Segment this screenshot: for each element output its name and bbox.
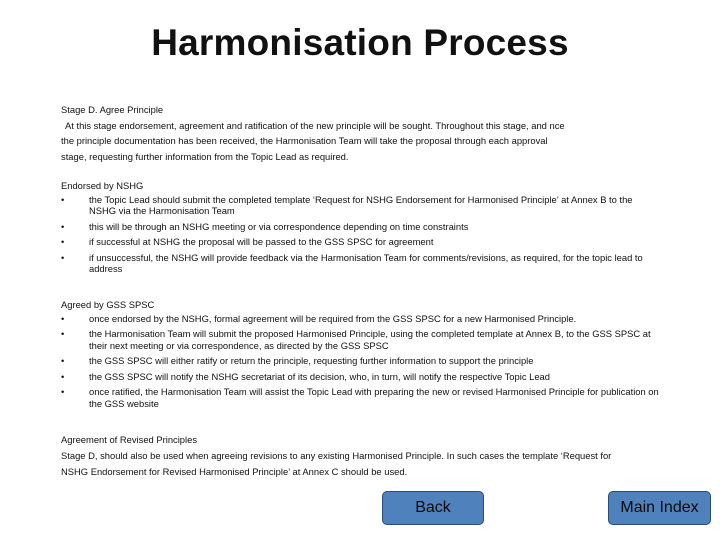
list-item [61, 386, 661, 409]
page-title: Harmonisation Process [151, 22, 569, 63]
revised-heading: Agreement of Revised Principles [61, 434, 198, 445]
bullet-icon: • [61, 355, 65, 366]
stage-text-line: At this stage endorsement, agreement and ratification of the new principle will be sought. Throughout this stage, and nce [65, 119, 565, 131]
bullet-icon: • [61, 328, 65, 339]
stage-text-line: stage, requesting further information from the Topic Lead as required. [61, 150, 349, 162]
bullet-text: this will be through an NSHG meeting or via correspondence depending on time constraints [89, 220, 469, 232]
revised-section [61, 432, 661, 480]
bullet-icon: • [61, 386, 65, 397]
list-item [61, 194, 661, 217]
nshg-bullet-list [61, 194, 661, 275]
bullet-text: once endorsed by the NSHG, formal agreement will be required from the GSS SPSC for a new Harmonised Principle. [89, 312, 577, 324]
stage-d-section [61, 102, 661, 164]
bullet-icon: • [61, 370, 65, 382]
spsc-heading: Agreed by GSS SPSC [61, 299, 155, 310]
bullet-icon: • [61, 251, 65, 263]
bullet-icon: • [61, 236, 65, 247]
main-index-button[interactable]: Main Index [608, 491, 711, 525]
bullet-icon: • [61, 193, 65, 205]
back-button[interactable]: Back [382, 491, 484, 525]
stage-text-line: the principle documentation has been received, the Harmonisation Team will take the proposal through each approval [61, 135, 548, 146]
spsc-section [61, 297, 661, 413]
bullet-text: once ratified, the Harmonisation Team will assist the Topic Lead with preparing the new or revised Harmonised Principle for publication on the GSS website [89, 386, 659, 409]
bullet-icon: • [61, 312, 65, 324]
bullet-text: the Harmonisation Team will submit the proposed Harmonised Principle, using the completed template at Annex B, to the GSS SPSC at their next meeting or via correspondence, as directed by the GSS SPSC [89, 328, 651, 351]
bullet-text: the GSS SPSC will either ratify or return the principle, requesting further information to support the principle [89, 355, 534, 366]
nshg-section [61, 178, 661, 279]
list-item [61, 236, 661, 248]
bullet-text: if successful at NSHG the proposal will be passed to the GSS SPSC for agreement [89, 236, 434, 247]
stage-heading: Stage D. Agree Principle [61, 104, 164, 115]
revised-text-line: Stage D, should also be used when agreeing revisions to any existing Harmonised Principle. In such cases the template ‘Request for [61, 450, 612, 461]
revised-text-line: NSHG Endorsement for Revised Harmonised Principle’ at Annex C should be used. [61, 466, 408, 477]
list-item [61, 221, 661, 233]
nshg-heading: Endorsed by NSHG [61, 180, 144, 191]
list-item [61, 313, 661, 325]
list-item [61, 355, 661, 367]
bullet-text: the GSS SPSC will notify the NSHG secretariat of its decision, who, in turn, will notify the respective Topic Lead [89, 370, 550, 382]
bullet-text: if unsuccessful, the NSHG will provide feedback via the Harmonisation Team for comments/revisions, as required, for the topic lead to address [89, 251, 643, 274]
spsc-bullet-list [61, 313, 661, 410]
bullet-text: the Topic Lead should submit the completed template ‘Request for NSHG Endorsement for Harmonised Principle’ at Annex B to the NSHG via the Harmonisation Team [89, 193, 633, 216]
bullet-icon: • [61, 220, 65, 232]
list-item [61, 252, 661, 275]
list-item [61, 328, 661, 351]
list-item [61, 371, 661, 383]
